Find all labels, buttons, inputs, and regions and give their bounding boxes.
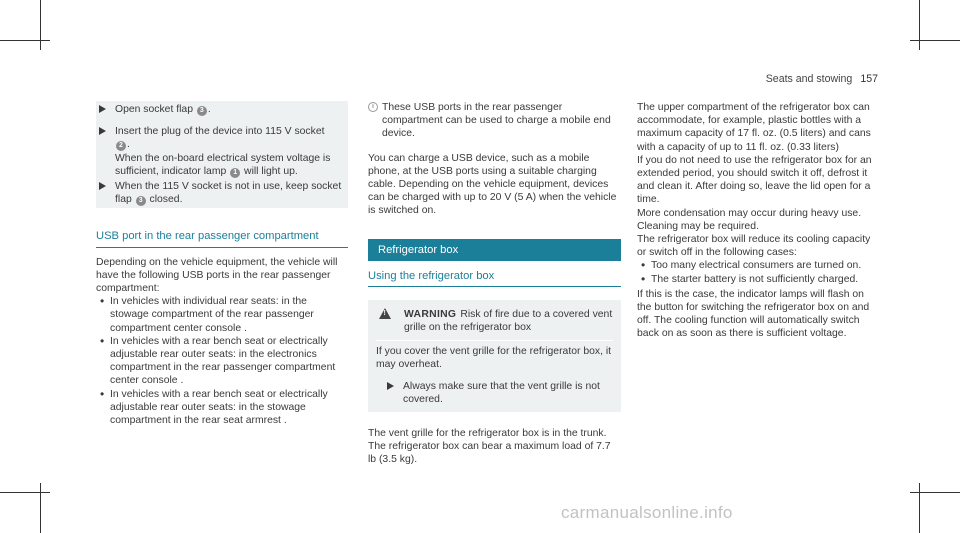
column-right bbox=[637, 101, 877, 341]
section-title: Seats and stowing bbox=[765, 73, 853, 85]
list-item: • In vehicles with a rear bench seat or electrically adjustable rear outer seats: in the electronics compartment in the rear passenger compartment center console . bbox=[96, 335, 348, 388]
info-note-usb: i These USB ports in the rear passenger compartment can be used to charge a mobile end device. bbox=[368, 101, 621, 141]
info-icon: i bbox=[368, 102, 378, 112]
crop-mark bbox=[0, 492, 50, 493]
divider bbox=[376, 340, 613, 341]
page-number: 157 bbox=[860, 73, 878, 85]
section-heading-usb: USB port in the rear passenger compartment bbox=[96, 230, 348, 247]
crop-mark bbox=[0, 40, 50, 41]
usb-intro: Depending on the vehicle equipment, the vehicle will have the following USB ports in the rear passenger compartment: bbox=[96, 256, 338, 295]
indicator-text: If this is the case, the indicator lamps will flash on the button for switching the refrigerator box on and off. The cooling function will automatically switch back on as soon as there is sufficient voltage. bbox=[637, 288, 870, 340]
warning-step: Always make sure that the vent grille is not covered. bbox=[376, 380, 613, 406]
vent-grille-text: The vent grille for the refrigerator box is in the trunk. bbox=[368, 428, 607, 440]
section-banner: Refrigerator box bbox=[368, 239, 621, 261]
callout-number: 2 bbox=[116, 141, 126, 151]
warning-body: If you cover the vent grille for the refrigerator box, it may overheat. bbox=[376, 346, 612, 371]
step-arrow-icon bbox=[99, 182, 106, 190]
instruction-steps bbox=[96, 101, 348, 208]
column-middle bbox=[368, 101, 621, 467]
cooling-reduce-text: The refrigerator box will reduce its cooling capacity or switch off in the following cases: bbox=[637, 234, 871, 259]
section-heading-refrigerator: Using the refrigerator box bbox=[368, 270, 621, 287]
switch-off-text: If you do not need to use the refrigerator box for an extended period, you should switch it off, defrost it and clean it. After doing so, leave the lid open for a time. bbox=[637, 154, 872, 206]
warning-title: ! WARNING Risk of fire due to a covered vent grille on the refrigerator box bbox=[376, 308, 613, 334]
list-item: • Too many electrical consumers are turned on. bbox=[637, 259, 877, 272]
usb-charge-text: You can charge a USB device, such as a mobile phone, at the USB ports using a suitable charging cable. Depending on the vehicle equipment, devices can be charged with up to 20 V (5 A) when the vehicle is switched on. bbox=[368, 152, 617, 217]
crop-mark bbox=[40, 0, 41, 50]
page-header bbox=[766, 73, 878, 86]
callout-number: 3 bbox=[136, 196, 146, 206]
crop-mark bbox=[919, 483, 920, 533]
warning-label: WARNING bbox=[404, 308, 457, 320]
callout-number: 1 bbox=[230, 168, 240, 178]
cooling-cases-list bbox=[637, 259, 877, 285]
capacity-text: The upper compartment of the refrigerator box can accommodate, for example, plastic bottles with a maximum capacity of 17 fl. oz. (0.5 liters) and cans with a capacity of up to 11 fl. oz. (0.33 liters) bbox=[637, 102, 871, 153]
warning-icon bbox=[379, 308, 391, 319]
callout-number: 3 bbox=[197, 106, 207, 116]
column-left bbox=[96, 101, 348, 427]
crop-mark bbox=[919, 0, 920, 50]
watermark: carmanualsonline.info bbox=[561, 503, 733, 522]
list-item: • In vehicles with a rear bench seat or electrically adjustable rear outer seats: in the stowage compartment in the rear seat armrest . bbox=[96, 388, 348, 428]
step-arrow-icon bbox=[99, 105, 106, 113]
crop-mark bbox=[910, 492, 960, 493]
list-item: • In vehicles with individual rear seats: in the stowage compartment of the rear passenger compartment center console . bbox=[96, 295, 348, 335]
condensation-text: More condensation may occur during heavy use. Cleaning may be required. bbox=[637, 207, 862, 232]
crop-mark bbox=[910, 40, 960, 41]
step-open-flap: Open socket flap 3 . bbox=[96, 103, 348, 116]
step-arrow-icon bbox=[387, 382, 394, 390]
usb-port-list bbox=[96, 295, 348, 427]
step-keep-closed: When the 115 V socket is not in use, keep socket flap 3 closed. bbox=[96, 180, 348, 208]
max-load-text: The refrigerator box can bear a maximum load of 7.7 lb (3.5 kg). bbox=[368, 441, 611, 466]
list-item: • The starter battery is not sufficiently charged. bbox=[637, 273, 877, 286]
warning-box bbox=[368, 300, 621, 412]
step-arrow-icon bbox=[99, 127, 106, 135]
step-insert-plug: Insert the plug of the device into 115 V socket 2 . When the on-board electrical system voltage is sufficient, indicator lamp 1 will light up. bbox=[96, 125, 348, 178]
crop-mark bbox=[40, 483, 41, 533]
